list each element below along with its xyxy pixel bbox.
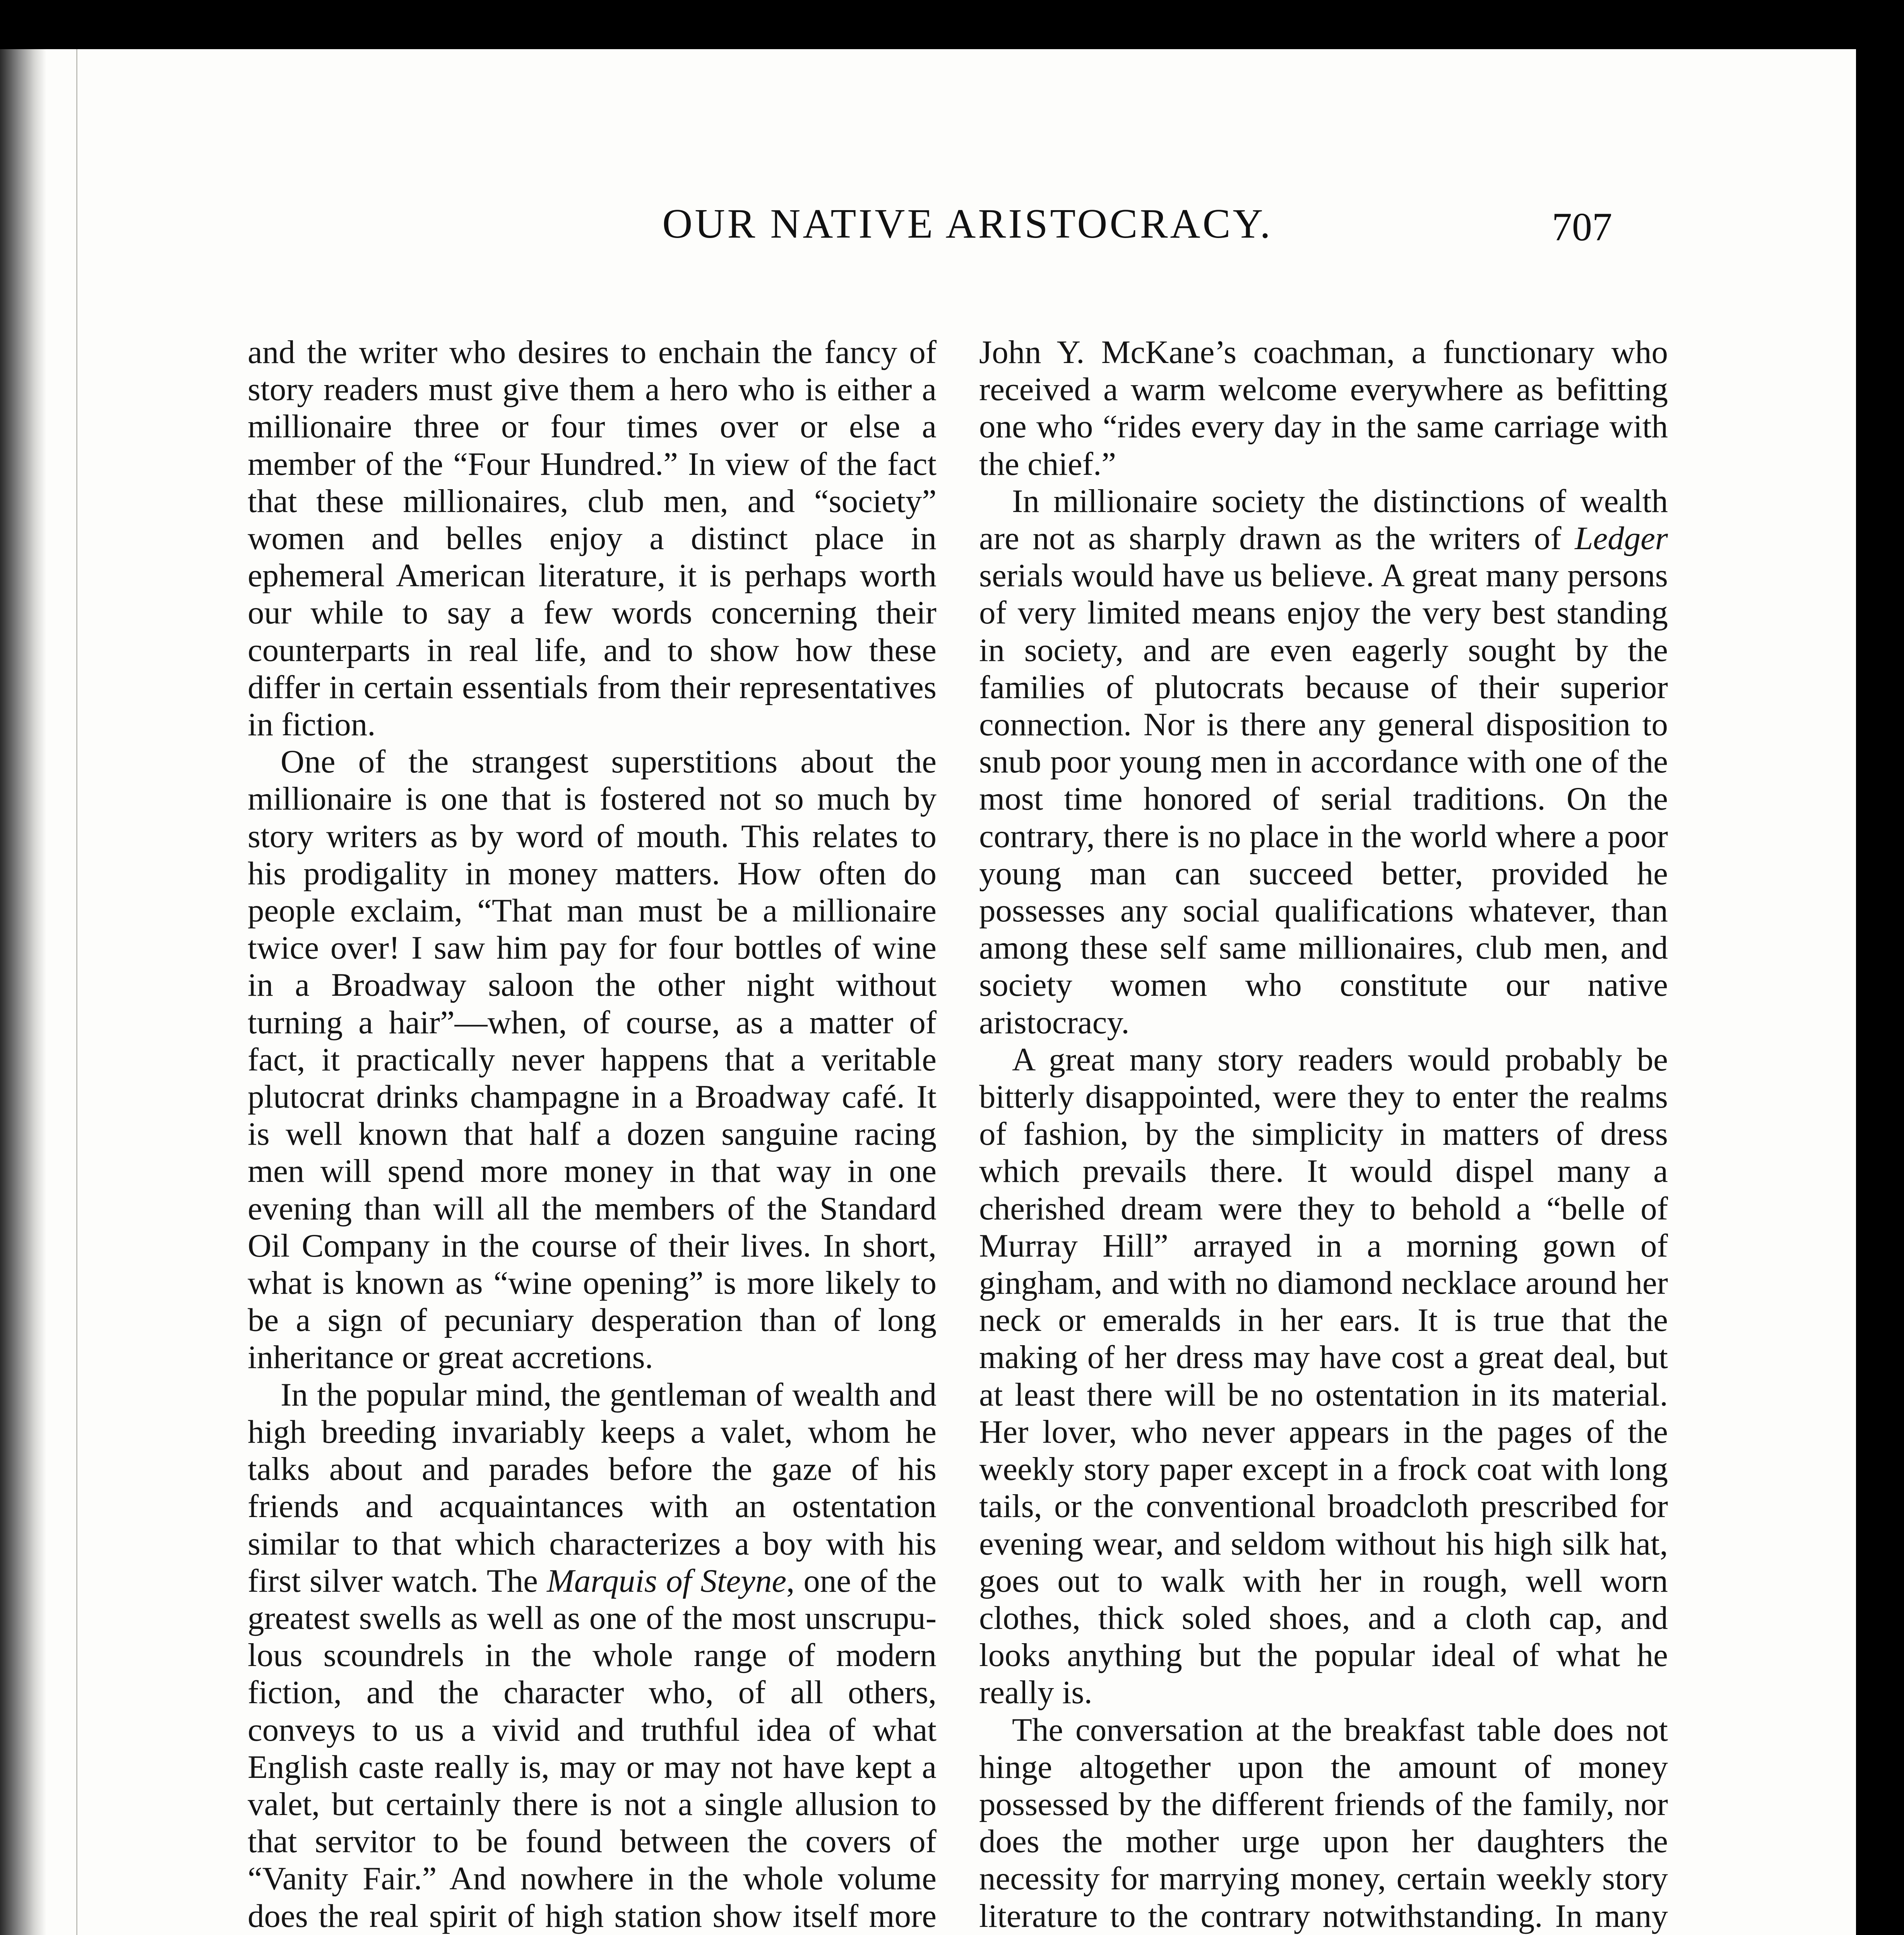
page-number: 707 bbox=[1552, 205, 1612, 249]
italic-title: Ledger bbox=[1575, 520, 1668, 557]
paragraph bbox=[979, 483, 1668, 1041]
left-column bbox=[248, 334, 937, 1935]
right-column bbox=[979, 334, 1668, 1935]
paragraph-text: In millionaire society the distinctions of wealth are not as sharply drawn as the writers of bbox=[979, 483, 1668, 557]
facing-page-edge bbox=[0, 49, 77, 1935]
paragraph: A great many story readers would probably be bitterly disappointed, were they to enter the realms of fashion, by the simplicity in matters of dress which prevails there. It would dispel many a cherished dream were they to behold a “belle of Murray Hill” arrayed in a morning gown of gingham, and with no diamond necklace around her neck or emeralds in her ears. It is true that the making of her dress may have cost a great deal, but at least there will be no ostentation in its material. Her lover, who never appears in the pages of the weekly story paper except in a frock coat with long tails, or the conventional broadcloth prescribed for evening wear, and seldom without his high silk hat, goes out to walk with her in rough, well worn clothes, thick soled shoes, and a cloth cap, and looks anything but the popular ideal of what he really is. bbox=[979, 1041, 1668, 1711]
paragraph: The conversation at the breakfast table does not hinge altogether upon the amount of money possessed by the different friends of the family, nor does the mother urge upon her daughters the necessity for marrying money, certain weekly story literature to the contrary notwithstanding. In many bbox=[979, 1711, 1668, 1934]
paragraph-text: serials would have us believe. A great many persons of very limited means enjoy the very best standing in society, and are even eagerly sought by the families of plutocrats because of their superior connection. Nor is there any general disposition to snub poor young men in accordance with one of the most time honored of serial traditions. On the contrary, there is no place in the world where a poor young man can succeed better, provided he possesses any social qualifications whatever, than among these self same millionaires, club men, and society women who constitute our native aristocracy. bbox=[979, 557, 1668, 1041]
paragraph: and the writer who desires to enchain the fancy of story readers must give them a hero who is either a millionaire three or four times over or else a member of the “Four Hundred.” In view of the fact that these millionaires, club men, and “society” women and belles enjoy a distinct place in ephemeral American literature, it is perhaps worth our while to say a few words concerning their counterparts in real life, and to show how these differ in certain essentials from their representatives in fiction. bbox=[248, 334, 937, 743]
paragraph: John Y. McKane’s coachman, a functionary who received a warm welcome everywhere as befitting one who “rides every day in the same carriage with the chief.” bbox=[979, 334, 1668, 482]
paragraph-text: , one of the greatest swells as well as one of the most unscrupulous scoundrels in the whole range of modern fiction, and the character who, of all others, conveys to us a vivid and truthful idea of what English caste really is, may or may not have kept a valet, but certainly there is not a single allusion to that servitor to be found between the covers of “Vanity Fair.” And nowhere in the whole volume does the real spirit of high station show itself more bbox=[248, 1562, 937, 1934]
italic-name: Marquis of Steyne bbox=[547, 1562, 787, 1599]
running-title: OUR NATIVE ARISTOCRACY. bbox=[662, 201, 1273, 247]
paragraph: One of the strangest superstitions about the millionaire is one that is fostered not so much by story writers as by word of mouth. This relates to his prodigality in money matters. How often do people exclaim, “That man must be a millionaire twice over! I saw him pay for four bottles of wine in a Broadway saloon the other night without turning a hair”—when, of course, as a matter of fact, it practically never happens that a veritable plutocrat drinks champagne in a Broadway café. It is well known that half a dozen sanguine racing men will spend more money in that way in one evening than will all the members of the Standard Oil Company in the course of their lives. In short, what is known as “wine opening” is more likely to be a sign of pecuniary desperation than of long inheritance or great accretions. bbox=[248, 743, 937, 1376]
magazine-page bbox=[0, 49, 1856, 1935]
paragraph-text: In the popular mind, the gentleman of wealth and high breeding invariably keeps a valet, whom he talks about and parades before the gaze of his friends and acquaintances with an ostentation similar to that which characterizes a boy with his first silver watch. The bbox=[248, 1376, 937, 1599]
paragraph bbox=[248, 1376, 937, 1935]
